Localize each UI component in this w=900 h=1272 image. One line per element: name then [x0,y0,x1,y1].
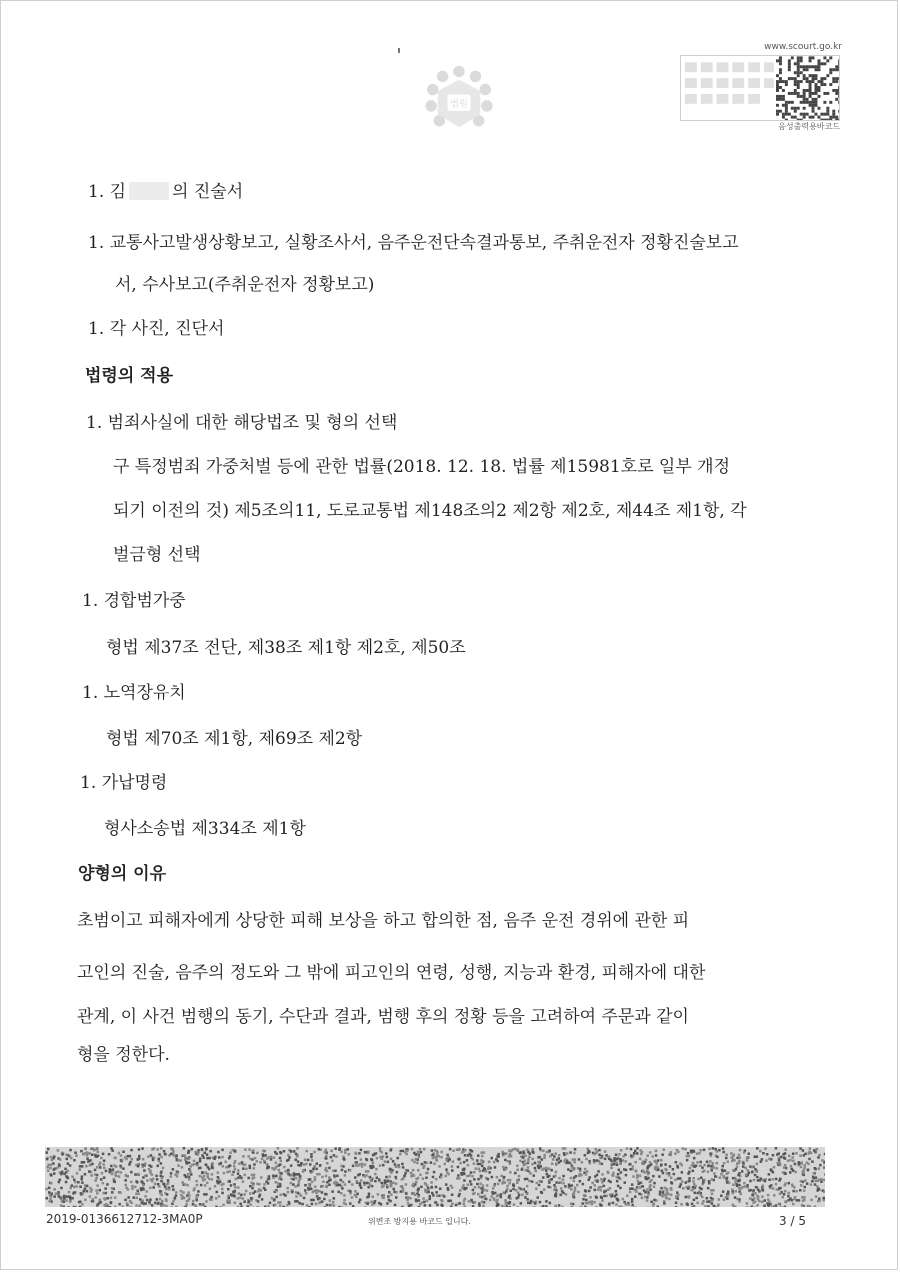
law-item-line: 벌금형 선택 [113,545,201,565]
sentencing-line: 초범이고 피해자에게 상당한 피해 보상을 하고 합의한 점, 음주 운전 경위에 관한 피 [77,911,690,931]
evidence-item-prefix: 1. 김 [88,182,127,202]
voice-barcode [680,55,840,121]
redacted-name [129,182,169,200]
law-item-title: 1. 경합범가중 [82,591,186,611]
evidence-item-statement [88,181,243,203]
emblem-text: 법원 [450,99,468,110]
qr-code-icon [776,56,839,120]
evidence-item-reports-line2: 서, 수사보고(주취운전자 정황보고) [115,275,375,295]
document-id: 2019-0136612712-3MA0P [46,1212,203,1226]
law-item-line: 구 특정범죄 가중처벌 등에 관한 법률(2018. 12. 18. 법률 제15981호로 일부 개정 [113,457,731,477]
law-item-title: 1. 노역장유치 [82,683,186,703]
law-item-line: 되기 이전의 것) 제5조의11, 도로교통법 제148조의2 제2항 제2호, 제44조 제1항, 각 [113,501,747,521]
barcode-caption: 음성출력용바코드 [778,122,840,131]
section-heading-sentencing: 양형의 이유 [78,864,167,884]
barcode-text-pattern [681,56,776,120]
law-item-line: 형법 제70조 제1항, 제69조 제2항 [106,729,363,749]
evidence-item-suffix: 의 진술서 [172,182,244,202]
evidence-item-reports-line1: 1. 교통사고발생상황보고, 실황조사서, 음주운전단속결과통보, 주취운전자 정황진술보고 [88,233,739,253]
law-item-line: 형법 제37조 전단, 제38조 제1항 제2호, 제50조 [106,638,466,658]
anti-forgery-note: 위변조 방지용 바코드 입니다. [368,1217,471,1226]
law-item-line: 형사소송법 제334조 제1항 [104,819,306,839]
law-item-title: 1. 범죄사실에 대한 해당법조 및 형의 선택 [86,413,398,433]
section-heading-law: 법령의 적용 [85,366,174,386]
anti-forgery-barcode [45,1147,825,1207]
court-emblem-icon [418,60,500,142]
page-number: 3 / 5 [779,1214,806,1228]
sentencing-line: 관계, 이 사건 범행의 동기, 수단과 결과, 범행 후의 정황 등을 고려하여 주문과 같이 [77,1007,689,1027]
stray-mark [398,48,400,53]
evidence-item-photos: 1. 각 사진, 진단서 [88,319,225,339]
site-url: www.scourt.go.kr [764,42,842,52]
law-item-title: 1. 가납명령 [80,773,168,793]
sentencing-line: 형을 정한다. [77,1045,170,1065]
sentencing-line: 고인의 진술, 음주의 정도와 그 밖에 피고인의 연령, 성행, 지능과 환경, 피해자에 대한 [77,963,706,983]
